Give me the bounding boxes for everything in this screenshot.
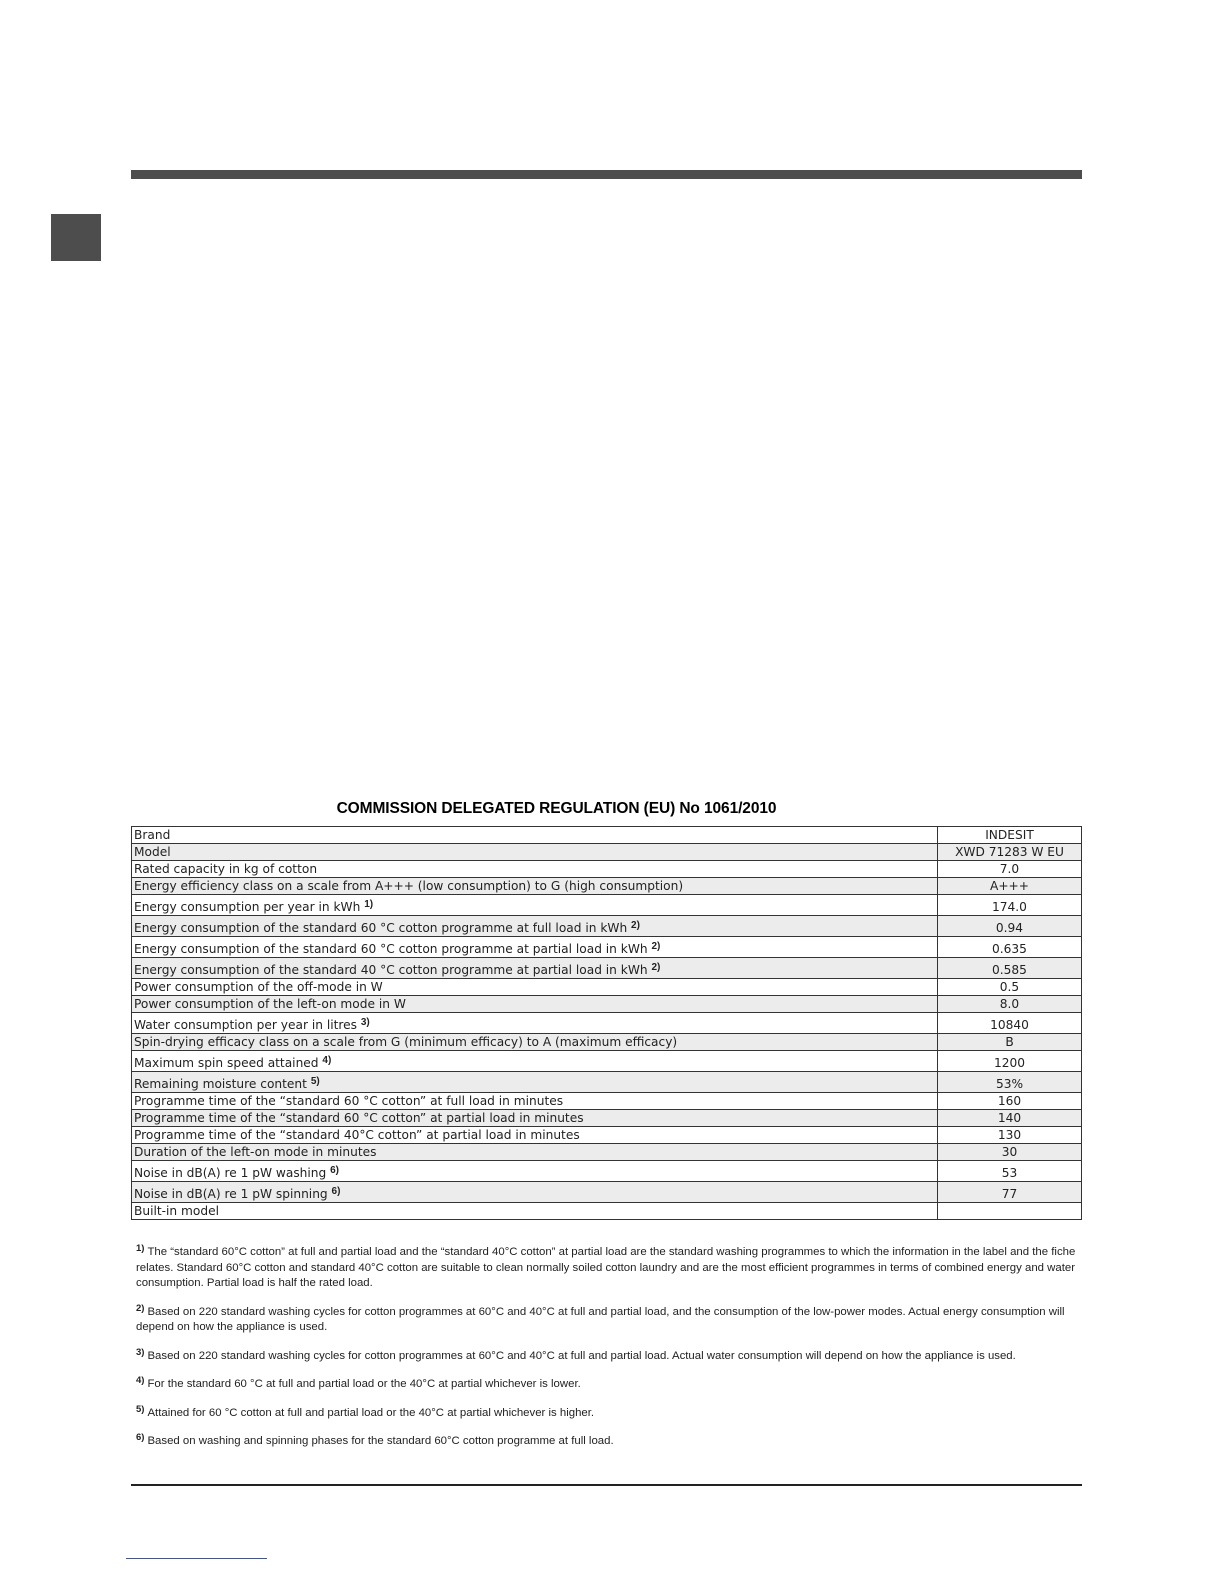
footnote	[136, 1434, 1081, 1450]
footnote-ref: 2)	[631, 920, 640, 931]
footnote-ref: 3)	[360, 1017, 370, 1028]
footnote-text: Attained for 60 °C cotton at full and partial load or the 40°C at partial whichever is higher.	[147, 1406, 595, 1419]
footnote-text: Based on 220 standard washing cycles for cotton programmes at 60°C and 40°C at full and partial load, and the consumption of the low-power modes. Actual energy consumption will depend on how the appliance is used.	[136, 1305, 1065, 1333]
footnote-text: The “standard 60°C cotton” at full and partial load and the “standard 40°C cotton” at partial load are the standard washing programmes to which the information in the label and the fiche relates. Standard 60°C cotton and standard 40°C cotton are suitable to clean normally soiled cotton laundry and are the most efficient programmes in terms of combined energy and water consumption. Partial load is half the rated load.	[136, 1246, 1076, 1289]
row-label: Programme time of the “standard 60 °C cotton” at partial load in minutes	[132, 1110, 938, 1127]
table-row	[132, 996, 1082, 1013]
product-fiche-table	[131, 826, 1082, 1220]
header-rule	[131, 170, 1082, 179]
table-row	[132, 958, 1082, 979]
row-value: 0.94	[938, 916, 1082, 937]
row-value: 160	[938, 1093, 1082, 1110]
row-value: 7.0	[938, 861, 1082, 878]
row-value	[938, 1203, 1082, 1220]
row-value: 130	[938, 1127, 1082, 1144]
footnotes	[136, 1245, 1081, 1463]
footnote-ref: 5)	[310, 1076, 320, 1087]
table-row	[132, 937, 1082, 958]
footnote-number: 1)	[136, 1243, 145, 1254]
row-value: 10840	[938, 1013, 1082, 1034]
table-row	[132, 1110, 1082, 1127]
row-value: 77	[938, 1182, 1082, 1203]
table-row	[132, 916, 1082, 937]
row-label: Programme time of the “standard 60 °C cotton” at full load in minutes	[132, 1093, 938, 1110]
table-row	[132, 1203, 1082, 1220]
table-row	[132, 1072, 1082, 1093]
footnote-ref: 6)	[330, 1165, 340, 1176]
row-label: Energy consumption of the standard 60 °C cotton programme at partial load in kWh $^{2)}$	[132, 937, 938, 958]
table-row	[132, 1161, 1082, 1182]
row-value: A+++	[938, 878, 1082, 895]
footnote-number: 2)	[136, 1302, 145, 1314]
table-row	[132, 895, 1082, 916]
row-value: 0.5	[938, 979, 1082, 996]
row-label: Model	[132, 844, 938, 861]
row-label: Maximum spin speed attained $^{4)}$	[132, 1051, 938, 1072]
footnote	[136, 1302, 1081, 1336]
row-label: Energy consumption of the standard 40 °C cotton programme at partial load in kWh $^{2)}$	[132, 958, 938, 979]
table-row	[132, 1034, 1082, 1051]
table-row	[132, 979, 1082, 996]
footnote	[136, 1245, 1081, 1292]
row-label: Rated capacity in kg of cotton	[132, 861, 938, 878]
footnote-number: 4)	[136, 1375, 145, 1386]
regulation-title: COMMISSION DELEGATED REGULATION (EU) No 1061/2010	[336, 800, 777, 817]
row-value: 53	[938, 1161, 1082, 1182]
footnote-text: For the standard 60 °C at full and partial load or the 40°C at partial whichever is lower.	[147, 1378, 581, 1390]
row-label: Duration of the left-on mode in minutes	[132, 1144, 938, 1161]
row-label: Built-in model	[132, 1203, 938, 1220]
table-row	[132, 1144, 1082, 1161]
row-value: 53%	[938, 1072, 1082, 1093]
table-row	[132, 1182, 1082, 1203]
row-value: 1200	[938, 1051, 1082, 1072]
footnote	[136, 1346, 1081, 1365]
row-value: INDESIT	[938, 827, 1082, 844]
row-value: B	[938, 1034, 1082, 1051]
page-link-underline[interactable]	[126, 1558, 267, 1559]
row-label: Energy consumption per year in kWh $^{1)}$	[132, 895, 938, 916]
language-tab-marker	[51, 214, 101, 261]
row-label: Programme time of the “standard 40°C cotton” at partial load in minutes	[132, 1127, 938, 1144]
row-label: Brand	[132, 827, 938, 844]
row-value: 140	[938, 1110, 1082, 1127]
row-label: Energy efficiency class on a scale from A+++ (low consumption) to G (high consumption)	[132, 878, 938, 895]
footer-rule	[131, 1484, 1082, 1486]
footnote	[136, 1403, 1081, 1422]
footnote-number: 6)	[136, 1432, 145, 1443]
footnote-text: Based on washing and spinning phases for the standard 60°C cotton programme at full load.	[147, 1435, 614, 1447]
table-row	[132, 1093, 1082, 1110]
table-row	[132, 827, 1082, 844]
row-value: 30	[938, 1144, 1082, 1161]
row-label: Water consumption per year in litres $^{3)}$	[132, 1013, 938, 1034]
table-row	[132, 1051, 1082, 1072]
row-label: Energy consumption of the standard 60 °C cotton programme at full load in kWh $^{2)}$	[132, 916, 938, 937]
footnote-text: Based on 220 standard washing cycles for cotton programmes at 60°C and 40°C at full and partial load. Actual water consumption will depend on how the appliance is used.	[147, 1349, 1016, 1362]
row-value: XWD 71283 W EU	[938, 844, 1082, 861]
row-label: Power consumption of the off-mode in W	[132, 979, 938, 996]
row-value: 174.0	[938, 895, 1082, 916]
row-label: Spin-drying efficacy class on a scale from G (minimum efficacy) to A (maximum efficacy)	[132, 1034, 938, 1051]
footnote-ref: 6)	[331, 1186, 341, 1197]
footnote-ref: 4)	[322, 1055, 332, 1066]
footnote-ref: 2)	[651, 941, 661, 952]
table-row	[132, 844, 1082, 861]
row-value: 0.585	[938, 958, 1082, 979]
row-label: Remaining moisture content $^{5)}$	[132, 1072, 938, 1093]
table-row	[132, 1127, 1082, 1144]
table-row	[132, 878, 1082, 895]
table-row	[132, 861, 1082, 878]
row-label: Noise in dB(A) re 1 pW washing $^{6)}$	[132, 1161, 938, 1182]
row-value: 8.0	[938, 996, 1082, 1013]
footnote-number: 5)	[136, 1403, 145, 1415]
row-value: 0.635	[938, 937, 1082, 958]
table-row	[132, 1013, 1082, 1034]
row-label: Noise in dB(A) re 1 pW spinning $^{6)}$	[132, 1182, 938, 1203]
row-label: Power consumption of the left-on mode in W	[132, 996, 938, 1013]
footnote-ref: 1)	[364, 899, 374, 910]
footnote-ref: 2)	[651, 962, 661, 973]
footnote	[136, 1377, 1081, 1393]
footnote-number: 3)	[136, 1346, 145, 1358]
